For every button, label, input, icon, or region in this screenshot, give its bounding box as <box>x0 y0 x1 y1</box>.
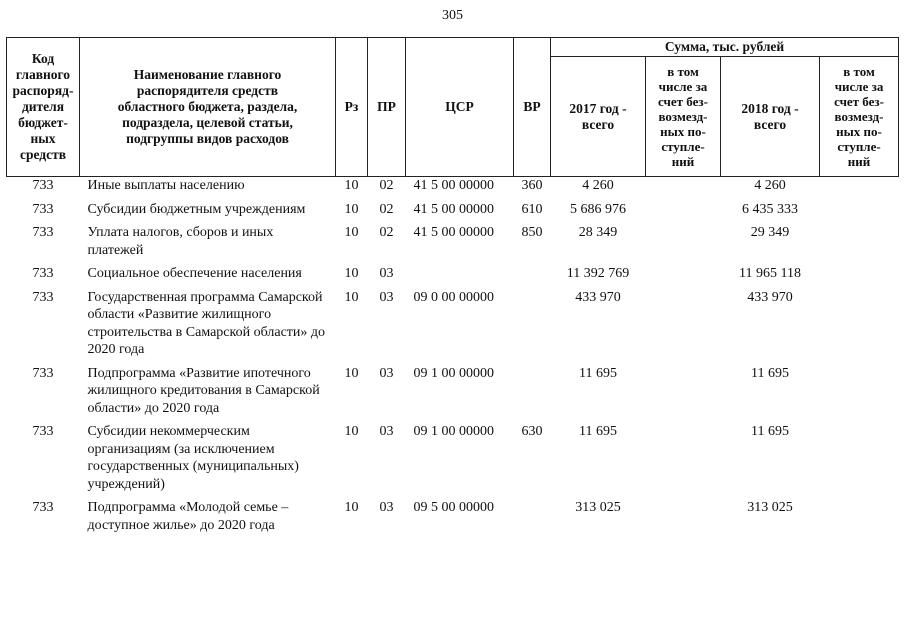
cell-csr: 09 0 00 00000 <box>413 289 494 305</box>
header-csr: ЦСР <box>406 38 514 177</box>
cell-rz: 10 <box>344 201 359 217</box>
cell-name: Подпрограмма «Развитие ипотечного жилищного кредитования в Самарской области» до 2020 года <box>87 365 320 416</box>
cell-y2018: 11 965 118 <box>739 266 801 281</box>
cell-y2017-b <box>646 177 721 201</box>
cell-y2018-b <box>820 365 899 424</box>
cell-vr: 360 <box>521 178 543 193</box>
cell-y2018: 29 349 <box>750 225 790 240</box>
table-row <box>7 289 899 365</box>
cell-pr: 03 <box>379 365 394 381</box>
cell-csr: 09 5 00 00000 <box>413 500 494 515</box>
header-name: Наименование главного распорядителя средств областного бюджета, раздела, подраздела, целевой статьи, подгруппы видов расходов <box>80 38 336 177</box>
header-kod: Код главного распоряд- дителя бюджет- ных средств <box>7 38 80 177</box>
cell-y2017: 11 695 <box>579 424 617 439</box>
cell-y2018: 11 695 <box>751 424 789 439</box>
header-2017-total: 2017 год - всего <box>551 57 646 177</box>
cell-y2018: 4 260 <box>754 178 786 193</box>
cell-name: Государственная программа Самарской области «Развитие жилищного строительства в Самарской области» до 2020 года <box>87 289 326 357</box>
cell-csr: 09 1 00 00000 <box>413 365 494 381</box>
cell-y2017-b <box>646 265 721 289</box>
cell-pr: 03 <box>379 500 394 515</box>
cell-y2017-b <box>646 499 721 540</box>
cell-y2017: 5 686 976 <box>570 201 626 217</box>
cell-name: Иные выплаты населению <box>87 178 245 193</box>
cell-y2017: 433 970 <box>575 289 621 305</box>
cell-kod: 733 <box>32 201 54 217</box>
cell-y2017: 28 349 <box>578 225 618 240</box>
budget-table <box>6 37 899 540</box>
table-row <box>7 423 899 499</box>
cell-y2018-b <box>820 423 899 499</box>
table-row <box>7 265 899 289</box>
cell-name: Уплата налогов, сборов и иных платежей <box>87 225 274 258</box>
cell-vr <box>514 289 551 365</box>
cell-y2017: 11 392 769 <box>566 266 630 281</box>
cell-pr: 02 <box>379 225 394 240</box>
cell-kod: 733 <box>32 178 54 193</box>
cell-y2017-b <box>646 201 721 225</box>
cell-name: Субсидии некоммерческим организациям (за исключением государственных (муниципальных) учреждений) <box>87 424 299 492</box>
cell-y2017-b <box>646 224 721 265</box>
header-sum: Сумма, тыс. рублей <box>551 38 899 57</box>
cell-y2018: 6 435 333 <box>742 201 798 217</box>
cell-rz: 10 <box>344 424 359 439</box>
cell-y2017: 313 025 <box>575 500 621 515</box>
cell-csr: 41 5 00 00000 <box>413 201 494 217</box>
header-rz: Рз <box>336 38 368 177</box>
cell-y2018-b <box>820 265 899 289</box>
cell-y2018-b <box>820 224 899 265</box>
cell-name: Субсидии бюджетным учреждениям <box>87 201 306 217</box>
header-2018-free: в том числе за счет без- возмезд- ных по- ступле- ний <box>820 57 899 177</box>
cell-pr: 03 <box>379 289 394 305</box>
cell-y2018-b <box>820 289 899 365</box>
cell-y2017: 11 695 <box>579 365 617 381</box>
cell-rz: 10 <box>344 365 359 381</box>
table-row <box>7 224 899 265</box>
cell-pr: 03 <box>379 266 394 281</box>
cell-y2017-b <box>646 289 721 365</box>
cell-kod: 733 <box>32 424 54 439</box>
cell-y2017: 4 260 <box>582 178 614 193</box>
header-2017-free: в том числе за счет без- возмезд- ных по- ступле- ний <box>646 57 721 177</box>
cell-y2018: 11 695 <box>751 365 789 381</box>
cell-y2018-b <box>820 499 899 540</box>
table-row <box>7 499 899 540</box>
page-number: 305 <box>442 8 463 23</box>
cell-rz: 10 <box>344 178 359 193</box>
cell-kod: 733 <box>32 365 54 381</box>
cell-y2017-b <box>646 365 721 424</box>
header-2018-total: 2018 год - всего <box>721 57 820 177</box>
cell-vr <box>514 499 551 540</box>
cell-kod: 733 <box>32 500 54 515</box>
cell-vr <box>514 365 551 424</box>
cell-pr: 03 <box>379 424 394 439</box>
table-row <box>7 177 899 201</box>
cell-kod: 733 <box>32 289 54 305</box>
cell-y2017-b <box>646 423 721 499</box>
cell-kod: 733 <box>32 266 54 281</box>
table-row <box>7 365 899 424</box>
cell-y2018-b <box>820 177 899 201</box>
cell-vr: 630 <box>521 424 543 439</box>
cell-name: Социальное обеспечение населения <box>87 266 302 281</box>
cell-csr: 41 5 00 00000 <box>413 225 494 240</box>
cell-name: Подпрограмма «Молодой семье – доступное жилье» до 2020 года <box>87 500 289 533</box>
cell-rz: 10 <box>344 225 359 240</box>
header-pr: ПР <box>368 38 406 177</box>
cell-y2018: 313 025 <box>747 500 793 515</box>
table-header <box>7 38 899 177</box>
table-body <box>7 177 899 541</box>
cell-kod: 733 <box>32 225 54 240</box>
cell-vr: 610 <box>521 201 543 217</box>
cell-rz: 10 <box>344 500 359 515</box>
cell-y2018: 433 970 <box>747 289 793 305</box>
cell-pr: 02 <box>379 201 394 217</box>
cell-pr: 02 <box>379 178 394 193</box>
cell-csr: 09 1 00 00000 <box>413 424 494 439</box>
cell-rz: 10 <box>344 289 359 305</box>
table-row <box>7 201 899 225</box>
cell-csr <box>406 265 514 289</box>
header-vr: ВР <box>514 38 551 177</box>
cell-vr <box>514 265 551 289</box>
cell-csr: 41 5 00 00000 <box>413 178 494 193</box>
cell-y2018-b <box>820 201 899 225</box>
cell-rz: 10 <box>344 266 359 281</box>
cell-vr: 850 <box>521 225 543 240</box>
